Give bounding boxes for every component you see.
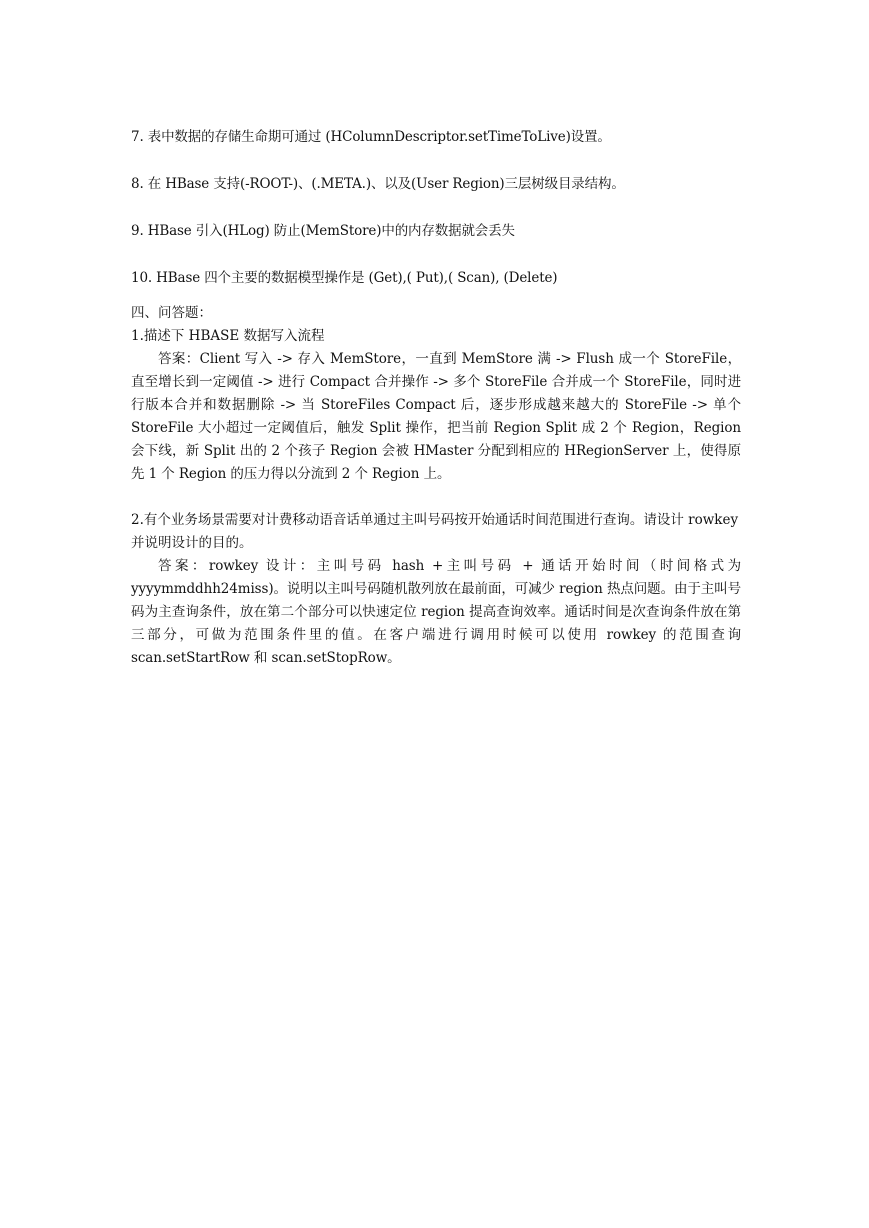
question-1: 1.描述下 HBASE 数据写入流程 xyxy=(131,328,325,344)
answer-2: 答案：rowkey 设计：主叫号码 hash +主叫号码 + 通话开始时间（时间格式为 yyyymmddhh24miss)。说明以主叫号码随机散列放在最前面，可减少 region 热点问题。由于主叫号码为主查询条件，放在第二个部分可以快速定位 region 提高查询效率。通话时间是次查询条件放在第三部分，可做为范围条件里的值。在客户端进行调用时候可以使用 rowkey 的范围查询 scan.setStartRow 和 scan.setStopRow。 xyxy=(131,558,741,666)
answer-1: 答案：Client 写入 -> 存入 MemStore，一直到 MemStore 满 -> Flush 成一个 StoreFile，直至增长到一定阈值 -> 进行 Compact 合并操作 -> 多个 StoreFile 合并成一个 StoreFile，同时进行版本合并和数据删除 -> 当 StoreFiles Compact 后，逐步形成越来越大的 StoreFile -> 单个 StoreFile 大小超过一定阈值后，触发 Split 操作，把当前 Region Split 成 2 个 Region，Region 会下线，新 Split 出的 2 个孩子 Region 会被 HMaster 分配到相应的 HRegionServer 上，使得原先 1 个 Region 的压力得以分流到 2 个 Region 上。 xyxy=(131,351,741,482)
question-2: 2.有个业务场景需要对计费移动语音话单通过主叫号码按开始通话时间范围进行查询。请设计 rowkey 并说明设计的目的。 xyxy=(131,512,739,551)
document-content xyxy=(131,126,741,670)
qa-block-2 xyxy=(131,509,741,670)
fill-in-item-10: 10. HBase 四个主要的数据模型操作是 (Get),( Put),( Scan), (Delete) xyxy=(131,270,558,286)
fill-in-item-7: 7. 表中数据的存储生命期可通过 (HColumnDescriptor.setTimeToLive)设置。 xyxy=(131,129,611,145)
fill-in-item-8: 8. 在 HBase 支持(-ROOT-)、(.META.)、以及(User Region)三层树级目录结构。 xyxy=(131,176,625,192)
fill-in-item-9: 9. HBase 引入(HLog) 防止(MemStore)中的内存数据就会丢失 xyxy=(131,223,515,239)
qa-block-1 xyxy=(131,325,741,486)
section-heading-qa: 四、问答题： xyxy=(131,305,212,321)
